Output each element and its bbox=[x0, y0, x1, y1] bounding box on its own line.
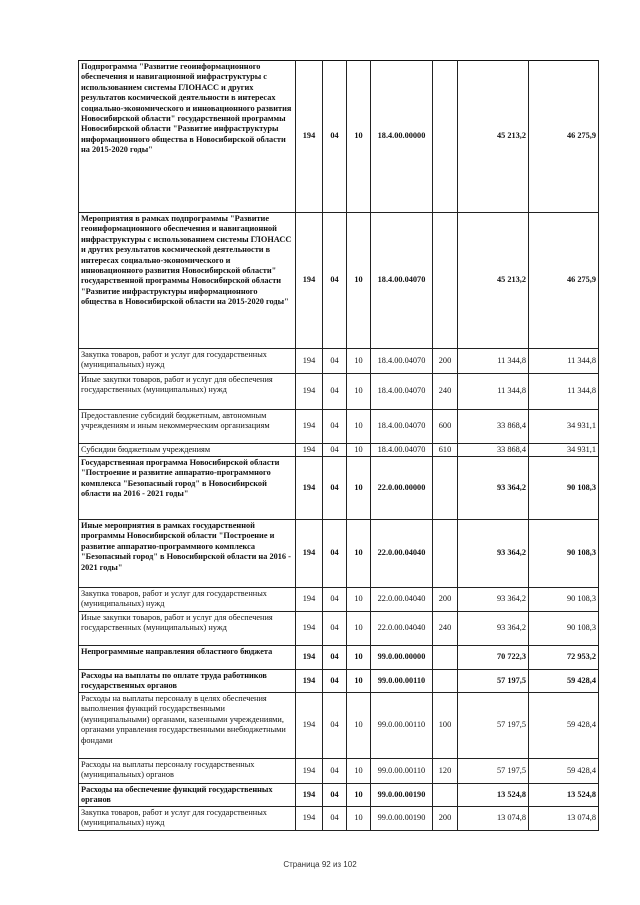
row-csr: 18.4.00.04070 bbox=[371, 374, 433, 410]
table-row bbox=[79, 520, 599, 588]
row-sum-2020: 90 108,3 bbox=[529, 520, 599, 588]
table-row bbox=[79, 588, 599, 612]
row-csr: 99.0.00.00190 bbox=[371, 806, 433, 830]
row-vr bbox=[433, 457, 458, 520]
row-name: Предоставление субсидий бюджетным, автономным учреждениям и иным некоммерческим организациям bbox=[79, 410, 296, 444]
row-ved: 194 bbox=[296, 520, 323, 588]
table-row bbox=[79, 646, 599, 670]
row-sum-2019: 93 364,2 bbox=[458, 612, 529, 646]
row-csr: 99.0.00.00190 bbox=[371, 784, 433, 807]
row-vr: 240 bbox=[433, 612, 458, 646]
row-sum-2020: 59 428,4 bbox=[529, 759, 599, 784]
row-sum-2019: 45 213,2 bbox=[458, 213, 529, 349]
row-rz: 04 bbox=[323, 410, 347, 444]
row-csr: 22.0.00.04040 bbox=[371, 588, 433, 612]
row-name: Непрограммные направления областного бюджета bbox=[79, 646, 296, 670]
row-name: Закупка товаров, работ и услуг для государственных (муниципальных) нужд bbox=[79, 588, 296, 612]
row-vr: 100 bbox=[433, 693, 458, 759]
row-vr: 240 bbox=[433, 374, 458, 410]
row-sum-2019: 93 364,2 bbox=[458, 457, 529, 520]
row-ved: 194 bbox=[296, 457, 323, 520]
row-rz: 04 bbox=[323, 784, 347, 807]
row-sum-2020: 90 108,3 bbox=[529, 588, 599, 612]
row-rz: 04 bbox=[323, 646, 347, 670]
row-sum-2019: 33 868,4 bbox=[458, 444, 529, 457]
row-rz: 04 bbox=[323, 806, 347, 830]
row-csr: 22.0.00.04040 bbox=[371, 612, 433, 646]
row-rz: 04 bbox=[323, 759, 347, 784]
table-row bbox=[79, 806, 599, 830]
row-sum-2020: 11 344,8 bbox=[529, 349, 599, 374]
row-sum-2020: 72 953,2 bbox=[529, 646, 599, 670]
row-name: Закупка товаров, работ и услуг для государственных (муниципальных) нужд bbox=[79, 349, 296, 374]
row-vr bbox=[433, 784, 458, 807]
row-name: Расходы на выплаты персоналу в целях обеспечения выполнения функций государственными (муниципальными) органами, казенными учреждениями, органами управления государственными внебюджетными фондами bbox=[79, 693, 296, 759]
row-sum-2019: 57 197,5 bbox=[458, 670, 529, 693]
table-row bbox=[79, 670, 599, 693]
row-pr: 10 bbox=[347, 374, 371, 410]
row-ved: 194 bbox=[296, 444, 323, 457]
row-rz: 04 bbox=[323, 457, 347, 520]
table-row bbox=[79, 457, 599, 520]
row-ved: 194 bbox=[296, 61, 323, 213]
row-rz: 04 bbox=[323, 693, 347, 759]
row-pr: 10 bbox=[347, 588, 371, 612]
row-csr: 18.4.00.04070 bbox=[371, 444, 433, 457]
row-rz: 04 bbox=[323, 520, 347, 588]
row-ved: 194 bbox=[296, 806, 323, 830]
row-pr: 10 bbox=[347, 213, 371, 349]
row-sum-2019: 70 722,3 bbox=[458, 646, 529, 670]
row-vr: 200 bbox=[433, 806, 458, 830]
table-row bbox=[79, 349, 599, 374]
row-vr bbox=[433, 61, 458, 213]
table-row bbox=[79, 410, 599, 444]
row-vr: 600 bbox=[433, 410, 458, 444]
row-name: Иные мероприятия в рамках государственной программы Новосибирской области "Построение и развитие аппаратно-программного комплекса "Безопасный город" в Новосибирской области на 2016 - 2021 годы" bbox=[79, 520, 296, 588]
row-sum-2020: 59 428,4 bbox=[529, 693, 599, 759]
row-sum-2019: 11 344,8 bbox=[458, 374, 529, 410]
row-sum-2019: 57 197,5 bbox=[458, 759, 529, 784]
row-csr: 99.0.00.00110 bbox=[371, 693, 433, 759]
row-pr: 10 bbox=[347, 410, 371, 444]
row-name: Подпрограмма "Развитие геоинформационного обеспечения и навигационной инфраструктуры с использованием системы ГЛОНАСС и других результатов космической деятельности в интересах социально-экономического и инновационного развития Новосибирской области" государственной программы Новосибирской области "Развитие инфраструктуры информационного общества в Новосибирской области на 2015-2020 годы" bbox=[79, 61, 296, 213]
row-rz: 04 bbox=[323, 612, 347, 646]
row-csr: 22.0.00.00000 bbox=[371, 457, 433, 520]
row-csr: 99.0.00.00110 bbox=[371, 670, 433, 693]
row-vr bbox=[433, 670, 458, 693]
row-vr bbox=[433, 213, 458, 349]
row-pr: 10 bbox=[347, 349, 371, 374]
row-sum-2019: 33 868,4 bbox=[458, 410, 529, 444]
row-ved: 194 bbox=[296, 670, 323, 693]
row-name: Расходы на выплаты по оплате труда работников государственных органов bbox=[79, 670, 296, 693]
row-pr: 10 bbox=[347, 784, 371, 807]
row-ved: 194 bbox=[296, 784, 323, 807]
row-ved: 194 bbox=[296, 693, 323, 759]
table-row bbox=[79, 374, 599, 410]
row-name: Иные закупки товаров, работ и услуг для обеспечения государственных (муниципальных) нужд bbox=[79, 374, 296, 410]
row-sum-2020: 46 275,9 bbox=[529, 61, 599, 213]
row-csr: 99.0.00.00000 bbox=[371, 646, 433, 670]
row-rz: 04 bbox=[323, 670, 347, 693]
row-rz: 04 bbox=[323, 374, 347, 410]
table-row bbox=[79, 444, 599, 457]
row-ved: 194 bbox=[296, 612, 323, 646]
table-row bbox=[79, 759, 599, 784]
row-vr: 200 bbox=[433, 588, 458, 612]
row-name: Закупка товаров, работ и услуг для государственных (муниципальных) нужд bbox=[79, 806, 296, 830]
row-sum-2020: 90 108,3 bbox=[529, 457, 599, 520]
row-ved: 194 bbox=[296, 213, 323, 349]
row-sum-2020: 34 931,1 bbox=[529, 410, 599, 444]
row-pr: 10 bbox=[347, 444, 371, 457]
row-pr: 10 bbox=[347, 457, 371, 520]
row-ved: 194 bbox=[296, 410, 323, 444]
row-csr: 22.0.00.04040 bbox=[371, 520, 433, 588]
row-ved: 194 bbox=[296, 588, 323, 612]
row-sum-2019: 45 213,2 bbox=[458, 61, 529, 213]
row-pr: 10 bbox=[347, 693, 371, 759]
budget-table bbox=[78, 60, 599, 831]
row-sum-2019: 93 364,2 bbox=[458, 520, 529, 588]
row-csr: 18.4.00.04070 bbox=[371, 410, 433, 444]
row-pr: 10 bbox=[347, 612, 371, 646]
row-name: Мероприятия в рамках подпрограммы "Развитие геоинформационного обеспечения и навигационной инфраструктуры с использованием системы ГЛОНАСС и других результатов космической деятельности в интересах социально-экономического и инновационного развития Новосибирской области" государственной программы Новосибирской области "Развитие инфраструктуры информационного общества в Новосибирской области на 2015-2020 годы" bbox=[79, 213, 296, 349]
row-sum-2019: 93 364,2 bbox=[458, 588, 529, 612]
row-rz: 04 bbox=[323, 444, 347, 457]
row-csr: 99.0.00.00110 bbox=[371, 759, 433, 784]
row-vr: 610 bbox=[433, 444, 458, 457]
row-pr: 10 bbox=[347, 670, 371, 693]
row-name: Расходы на выплаты персоналу государственных (муниципальных) органов bbox=[79, 759, 296, 784]
row-name: Иные закупки товаров, работ и услуг для обеспечения государственных (муниципальных) нужд bbox=[79, 612, 296, 646]
table-row bbox=[79, 61, 599, 213]
row-pr: 10 bbox=[347, 806, 371, 830]
row-vr bbox=[433, 646, 458, 670]
row-sum-2019: 13 074,8 bbox=[458, 806, 529, 830]
row-vr: 200 bbox=[433, 349, 458, 374]
row-sum-2020: 59 428,4 bbox=[529, 670, 599, 693]
row-sum-2020: 90 108,3 bbox=[529, 612, 599, 646]
row-sum-2020: 13 074,8 bbox=[529, 806, 599, 830]
row-vr: 120 bbox=[433, 759, 458, 784]
row-sum-2020: 13 524,8 bbox=[529, 784, 599, 807]
row-sum-2019: 13 524,8 bbox=[458, 784, 529, 807]
row-pr: 10 bbox=[347, 520, 371, 588]
row-sum-2019: 57 197,5 bbox=[458, 693, 529, 759]
row-sum-2020: 34 931,1 bbox=[529, 444, 599, 457]
row-csr: 18.4.00.04070 bbox=[371, 349, 433, 374]
row-name: Расходы на обеспечение функций государственных органов bbox=[79, 784, 296, 807]
row-rz: 04 bbox=[323, 588, 347, 612]
row-name: Государственная программа Новосибирской области "Построение и развитие аппаратно-программного комплекса "Безопасный город" в Новосибирской области на 2016 - 2021 годы" bbox=[79, 457, 296, 520]
table-row bbox=[79, 693, 599, 759]
row-ved: 194 bbox=[296, 374, 323, 410]
row-rz: 04 bbox=[323, 61, 347, 213]
table-row bbox=[79, 784, 599, 807]
row-sum-2020: 46 275,9 bbox=[529, 213, 599, 349]
row-pr: 10 bbox=[347, 759, 371, 784]
row-rz: 04 bbox=[323, 349, 347, 374]
row-name: Субсидии бюджетным учреждениям bbox=[79, 444, 296, 457]
table-row bbox=[79, 612, 599, 646]
page-footer: Страница 92 из 102 bbox=[283, 860, 357, 869]
row-rz: 04 bbox=[323, 213, 347, 349]
row-vr bbox=[433, 520, 458, 588]
row-sum-2020: 11 344,8 bbox=[529, 374, 599, 410]
row-ved: 194 bbox=[296, 759, 323, 784]
budget-page bbox=[78, 60, 598, 831]
row-csr: 18.4.00.00000 bbox=[371, 61, 433, 213]
table-row bbox=[79, 213, 599, 349]
row-ved: 194 bbox=[296, 349, 323, 374]
row-csr: 18.4.00.04070 bbox=[371, 213, 433, 349]
row-pr: 10 bbox=[347, 646, 371, 670]
row-pr: 10 bbox=[347, 61, 371, 213]
row-sum-2019: 11 344,8 bbox=[458, 349, 529, 374]
row-ved: 194 bbox=[296, 646, 323, 670]
